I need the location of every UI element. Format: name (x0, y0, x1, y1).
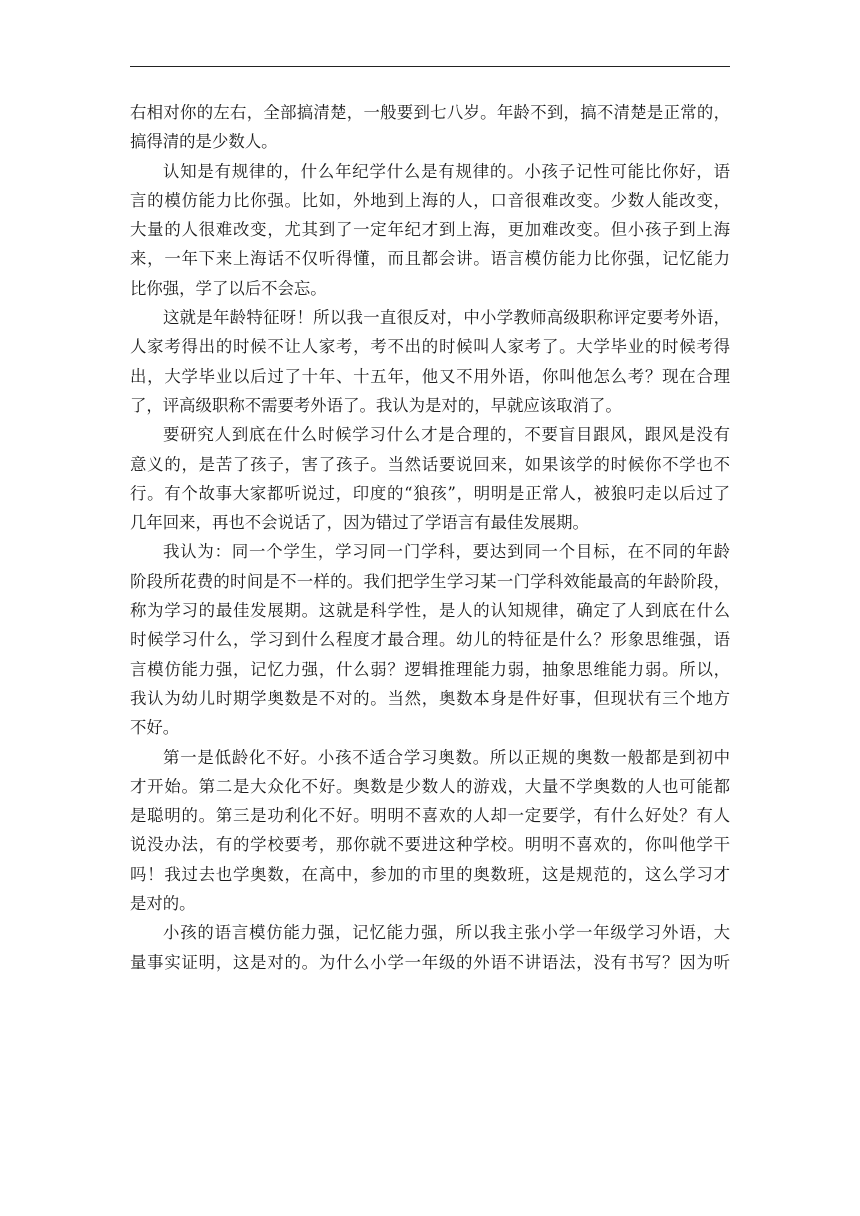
text-line: 出，大学毕业以后过了十年、十五年，他又不用外语，你叫他怎么考？现在合理 (130, 366, 730, 386)
text-line: 认知是有规律的，什么年纪学什么是有规律的。小孩子记性可能比你好，语 (163, 161, 730, 181)
text-line: 搞得清的是少数人。 (130, 132, 278, 152)
text-line: 我认为幼儿时期学奥数是不对的。当然，奥数本身是件好事，但现状有三个地方 (130, 688, 730, 708)
text-line: 第一是低龄化不好。小孩不适合学习奥数。所以正规的奥数一般都是到初中 (163, 747, 730, 767)
body-text (130, 98, 730, 977)
text-line: 称为学习的最佳发展期。这就是科学性，是人的认知规律，确定了人到底在什么 (130, 601, 730, 621)
paragraph (130, 918, 730, 977)
text-line: 量事实证明，这是对的。为什么小学一年级的外语不讲语法，没有书写？因为听 (130, 952, 730, 972)
text-line: 言的模仿能力比你强。比如，外地到上海的人，口音很难改变。少数人能改变， (130, 190, 730, 210)
text-line: 了，评高级职称不需要考外语了。我认为是对的，早就应该取消了。 (130, 395, 622, 415)
text-line: 人家考得出的时候不让人家考，考不出的时候叫人家考了。大学毕业的时候考得 (130, 337, 730, 357)
text-line: 说没办法，有的学校要考，那你就不要进这种学校。明明不喜欢的，你叫他学干 (130, 835, 730, 855)
text-line: 来，一年下来上海话不仅听得懂，而且都会讲。语言模仿能力比你强，记忆能力 (130, 249, 730, 269)
paragraph (130, 157, 730, 303)
paragraph (130, 743, 730, 919)
text-line: 我认为：同一个学生，学习同一门学科，要达到同一个目标，在不同的年龄 (163, 542, 730, 562)
text-line: 吗！我过去也学奥数，在高中，参加的市里的奥数班，这是规范的，这么学习才 (130, 864, 730, 884)
text-line: 不好。 (130, 718, 180, 738)
text-line: 是聪明的。第三是功利化不好。明明不喜欢的人却一定要学，有什么好处？有人 (130, 806, 730, 826)
paragraph (130, 537, 730, 742)
text-line: 大量的人很难改变，尤其到了一定年纪才到上海，更加难改变。但小孩子到上海 (130, 220, 730, 240)
text-line: 要研究人到底在什么时候学习什么才是合理的，不要盲目跟风，跟风是没有 (163, 425, 730, 445)
text-line: 言模仿能力强，记忆力强，什么弱？逻辑推理能力弱，抽象思维能力弱。所以， (130, 659, 730, 679)
text-line: 这就是年龄特征呀！所以我一直很反对，中小学教师高级职称评定要考外语， (163, 308, 730, 328)
text-line: 意义的，是苦了孩子，害了孩子。当然话要说回来，如果该学的时候你不学也不 (130, 454, 730, 474)
text-line: 阶段所花费的时间是不一样的。我们把学生学习某一门学科效能最高的年龄阶段， (130, 571, 730, 591)
text-line: 比你强，学了以后不会忘。 (130, 278, 327, 298)
text-line: 右相对你的左右，全部搞清楚，一般要到七八岁。年龄不到，搞不清楚是正常的， (130, 103, 730, 122)
paragraph (130, 420, 730, 537)
paragraph (130, 303, 730, 420)
paragraph (130, 98, 730, 157)
text-line: 行。有个故事大家都听说过，印度的“狼孩”，明明是正常人，被狼叼走以后过了 (130, 483, 730, 503)
text-line: 几年回来，再也不会说话了，因为错过了学语言有最佳发展期。 (130, 513, 589, 533)
text-line: 时候学习什么，学习到什么程度才最合理。幼儿的特征是什么？形象思维强，语 (130, 630, 730, 650)
text-line: 小孩的语言模仿能力强，记忆能力强，所以我主张小学一年级学习外语，大 (163, 923, 730, 943)
text-line: 才开始。第二是大众化不好。奥数是少数人的游戏，大量不学奥数的人也可能都 (130, 776, 730, 796)
text-line: 是对的。 (130, 894, 196, 914)
header-rule (130, 66, 730, 67)
